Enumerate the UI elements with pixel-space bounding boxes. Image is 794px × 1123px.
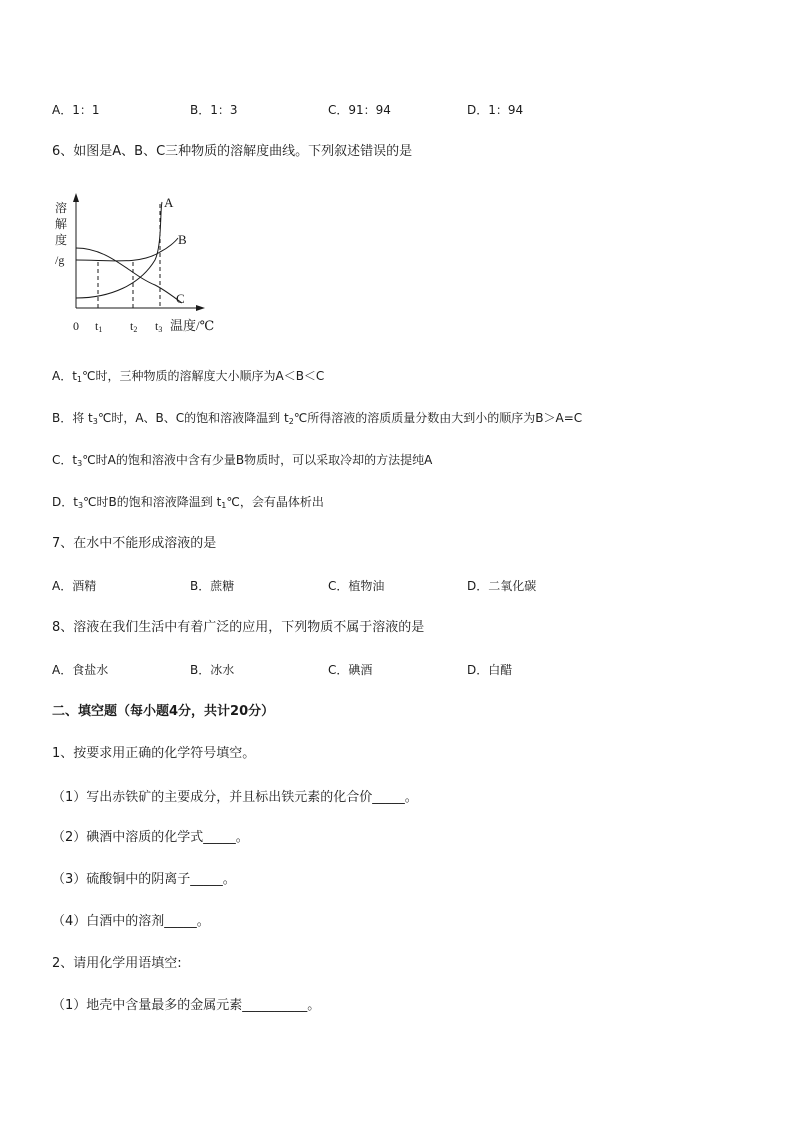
q8-option-a: A．食盐水 [52, 663, 109, 677]
y-label-3: 度 [55, 233, 68, 247]
s2-q1-item-1: （1）写出赤铁矿的主要成分，并且标出铁元素的化合价_____。 [52, 790, 418, 805]
y-axis-arrow [73, 193, 79, 202]
q7-option-c: C．植物油 [328, 579, 385, 593]
q6-option-c: C．$t_3℃$时A的饱和溶液中含有少量B物质时，可以采取冷却的方法提纯A [52, 453, 433, 468]
x-axis-label: 温度/℃ [170, 318, 215, 333]
q7-option-d: D．二氧化碳 [467, 579, 537, 593]
q8-stem: 8、溶液在我们生活中有着广泛的应用，下列物质不属于溶液的是 [52, 620, 425, 635]
q7-stem: 7、在水中不能形成溶液的是 [52, 536, 217, 551]
q8-option-c: C．碘酒 [328, 663, 373, 677]
s2-q1-item-4: （4）白酒中的溶剂_____。 [52, 914, 210, 929]
q5-option-a: A．1：1 [52, 103, 100, 117]
q6-option-a: A．$t_1℃$时，三种物质的溶解度大小顺序为A＜B＜C [52, 369, 325, 384]
y-label-2: 解 [55, 217, 68, 231]
x-axis-arrow [196, 305, 205, 311]
q5-option-c: C．91：94 [328, 103, 391, 117]
s2-q1-item-3: （3）硫酸铜中的阴离子_____。 [52, 872, 236, 887]
q7-option-a: A．酒精 [52, 579, 97, 593]
q6-option-d: D．$t_3℃$时B的饱和溶液降温到 $t_1℃$，会有晶体析出 [52, 495, 324, 510]
s2-q2-stem: 2、请用化学用语填空: [52, 956, 182, 971]
tick-t2: t2 [130, 319, 138, 334]
s2-q1-stem: 1、按要求用正确的化学符号填空。 [52, 746, 256, 761]
solubility-curve-figure [50, 190, 230, 338]
y-label-4: /g [55, 253, 65, 267]
q6-option-b: B．将 $t_3℃$时，A、B、C的饱和溶液降温到 $t_2℃$所得溶液的溶质质量分数由大到小的顺序为B＞A=C [52, 411, 583, 426]
y-label-1: 溶 [55, 201, 68, 215]
curve-label-c: C [176, 291, 185, 306]
section2-heading: 二、填空题（每小题4分，共计20分） [52, 704, 275, 719]
origin-label: 0 [73, 319, 79, 333]
q6-stem: 6、如图是A、B、C三种物质的溶解度曲线。下列叙述错误的是 [52, 144, 413, 159]
q8-option-d: D．白醋 [467, 663, 513, 677]
curve-label-a: A [164, 195, 174, 210]
tick-t1: t1 [95, 319, 103, 334]
q5-option-b: B．1：3 [190, 103, 238, 117]
curve-a [76, 202, 162, 298]
q8-option-b: B．冰水 [190, 663, 235, 677]
curve-c [76, 248, 182, 303]
s2-q1-item-2: （2）碘酒中溶质的化学式_____。 [52, 830, 249, 845]
curve-label-b: B [178, 232, 187, 247]
q5-option-d: D．1：94 [467, 103, 524, 117]
s2-q2-item-1: （1）地壳中含量最多的金属元素__________。 [52, 998, 321, 1013]
tick-t3: t3 [155, 319, 163, 334]
q7-option-b: B．蔗糖 [190, 579, 235, 593]
